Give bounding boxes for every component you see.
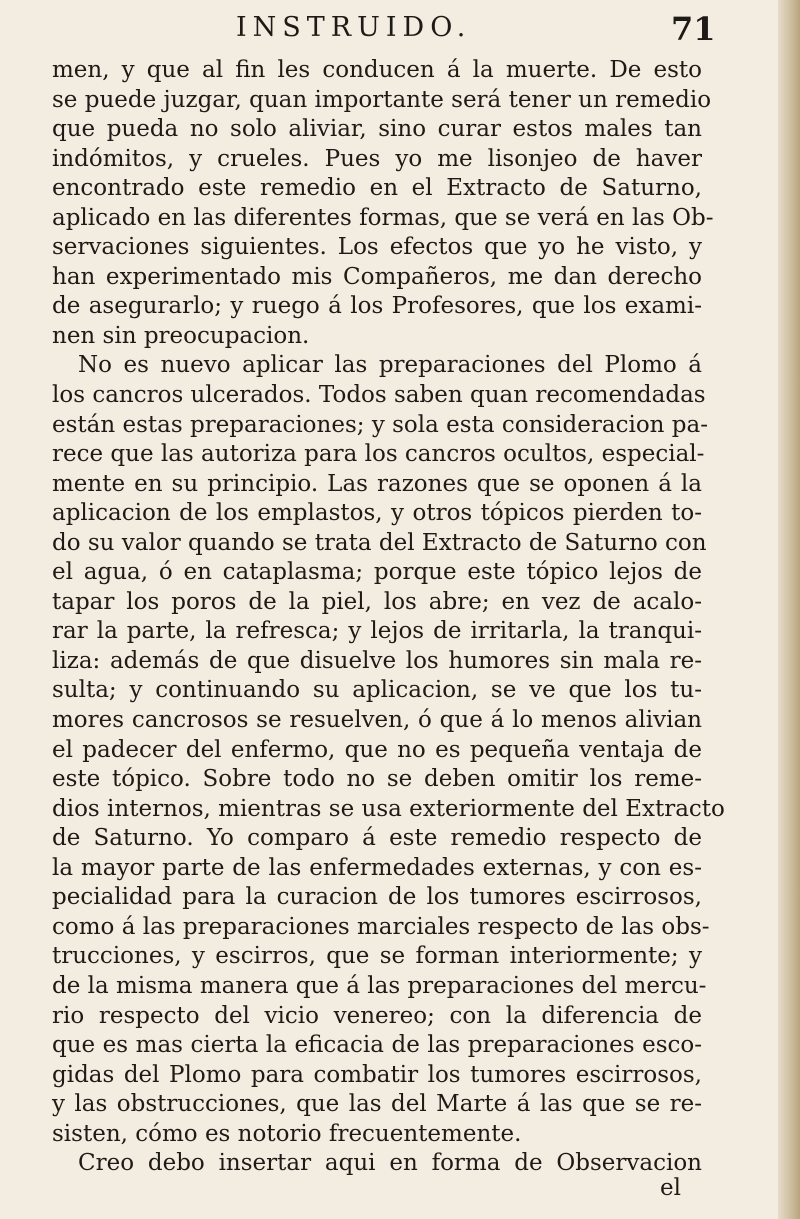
text-line: servaciones siguientes. Los efectos que yo he visto, y xyxy=(52,234,702,261)
text-line: que es mas cierta la eficacia de las preparaciones esco- xyxy=(52,1032,702,1059)
text-line: indómitos, y crueles. Pues yo me lisonjeo de haver xyxy=(52,145,702,172)
text-line: están estas preparaciones; y sola esta consideracion pa- xyxy=(52,411,708,438)
catchword: el xyxy=(660,1175,681,1201)
running-title: INSTRUIDO. xyxy=(236,12,472,43)
text-line: liza: además de que disuelve los humores sin mala re- xyxy=(52,647,702,674)
text-line: men, y que al fin les conducen á la muerte. De esto xyxy=(52,57,702,83)
text-line: como á las preparaciones marciales respecto de las obs- xyxy=(52,913,710,940)
text-line: dios internos, mientras se usa exteriormente del Extracto xyxy=(52,795,725,822)
text-line: trucciones, y escirros, que se forman interiormente; y xyxy=(52,943,702,970)
text-line: sulta; y continuando su aplicacion, se ve que los tu- xyxy=(52,677,702,704)
text-line: mente en su principio. Las razones que se oponen á la xyxy=(52,470,702,497)
text-line: No es nuevo aplicar las preparaciones del Plomo á xyxy=(78,352,702,379)
text-line: aplicado en las diferentes formas, que se verá en las Ob- xyxy=(52,204,714,231)
text-line: Creo debo insertar aqui en forma de Observacion xyxy=(78,1150,702,1177)
text-line: gidas del Plomo para combatir los tumores escirrosos, xyxy=(52,1061,702,1088)
text-line: do su valor quando se trata del Extracto de Saturno con xyxy=(52,529,707,556)
text-line: el padecer del enfermo, que no es pequeña ventaja de xyxy=(52,736,702,763)
body-text xyxy=(52,56,725,1179)
text-line: rece que las autoriza para los cancros ocultos, especial- xyxy=(52,441,705,468)
text-line: y las obstrucciones, que las del Marte á las que se re- xyxy=(52,1091,702,1118)
text-line: sisten, cómo es notorio frecuentemente. xyxy=(52,1120,522,1147)
text-line: han experimentado mis Compañeros, me dan derecho xyxy=(52,263,702,290)
text-line: el agua, ó en cataplasma; porque este tópico lejos de xyxy=(52,559,702,586)
text-line: nen sin preocupacion. xyxy=(52,322,310,349)
text-line: los cancros ulcerados. Todos saben quan recomendadas xyxy=(52,382,706,409)
text-line: de asegurarlo; y ruego á los Profesores, que los exami- xyxy=(52,293,702,320)
text-line: encontrado este remedio en el Extracto de Saturno, xyxy=(52,175,702,202)
page-header xyxy=(0,8,740,52)
text-line: se puede juzgar, quan importante será tener un remedio xyxy=(52,86,712,113)
page-edge xyxy=(778,0,800,1219)
text-line: de la misma manera que á las preparaciones del mercu- xyxy=(52,972,707,999)
page-number: 71 xyxy=(671,10,716,48)
text-line: pecialidad para la curacion de los tumores escirrosos, xyxy=(52,884,702,911)
text-line: este tópico. Sobre todo no se deben omitir los reme- xyxy=(52,766,702,793)
text-line: mores cancrosos se resuelven, ó que á lo menos alivian xyxy=(52,707,702,734)
text-line: que pueda no solo aliviar, sino curar estos males tan xyxy=(52,116,702,143)
text-line: de Saturno. Yo comparo á este remedio respecto de xyxy=(52,825,702,852)
text-line: rar la parte, la refresca; y lejos de irritarla, la tranqui- xyxy=(52,618,702,645)
text-line: tapar los poros de la piel, los abre; en vez de acalo- xyxy=(52,588,702,615)
text-line: rio respecto del vicio venereo; con la diferencia de xyxy=(52,1002,702,1029)
text-line: la mayor parte de las enfermedades externas, y con es- xyxy=(52,854,702,881)
text-line: aplicacion de los emplastos, y otros tópicos pierden to- xyxy=(52,500,702,527)
